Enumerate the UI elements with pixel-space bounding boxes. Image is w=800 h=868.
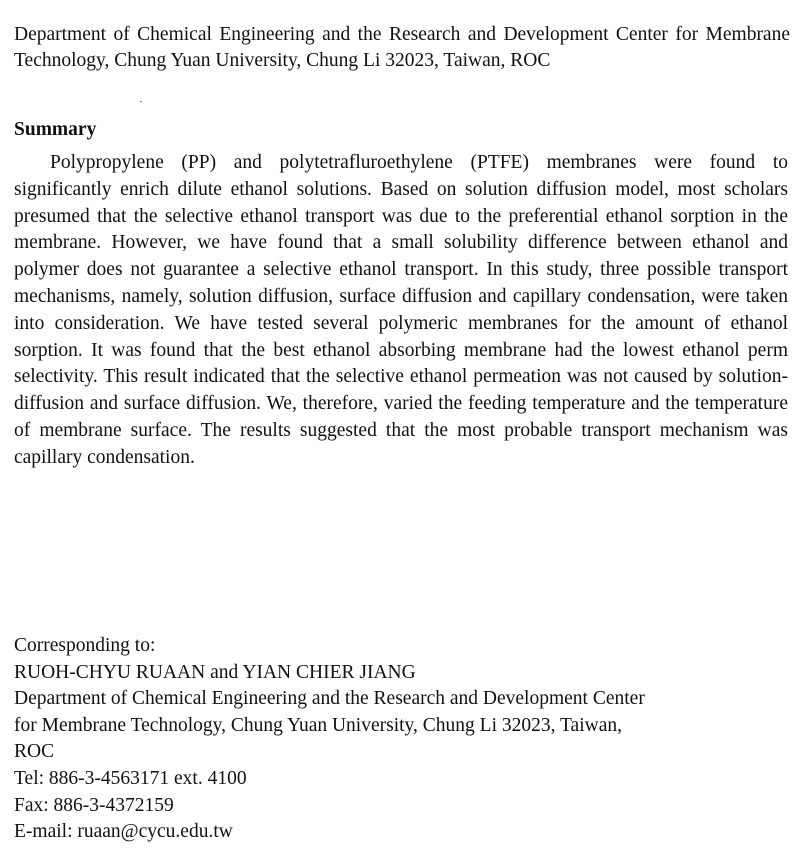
corresponding-affiliation-line: ROC <box>14 741 55 763</box>
summary-heading: Summary <box>14 119 97 140</box>
corresponding-tel: Tel: 886-3-4563171 ext. 4100 <box>14 767 247 789</box>
summary-paragraph: Polypropylene (PP) and polytetrafluroethylene (PTFE) membranes were found to significantly enrich dilute ethanol solutions. Based on solution diffusion model, most scholars presumed that the selective ethanol transport was due to the preferential ethanol sorption in the membrane. However, we have found that a small solubility difference between ethanol and polymer does not guarantee a selective ethanol transport. In this study, three possible transport mechanisms, namely, solution diffusion, surface diffusion and capillary condensation, were taken into consideration. We have tested several polymeric membranes for the amount of ethanol sorption. It was found that the best ethanol absorbing membrane had the lowest ethanol perm selectivity. This result indicated that the selective ethanol permeation was not caused by solution-diffusion and surface diffusion. We, therefore, varied the feeding temperature and the temperature of membrane surface. The results suggested that the most probable transport mechanism was capillary condensation. <box>14 152 788 468</box>
corresponding-affiliation-line: Department of Chemical Engineering and the Research and Development Center <box>14 688 645 710</box>
header-affiliation: Department of Chemical Engineering and the Research and Development Center for Membrane Technology, Chung Yuan University, Chung Li 32023, Taiwan, ROC <box>14 23 790 71</box>
corresponding-email: E-mail: ruaan@cycu.edu.tw <box>14 821 233 843</box>
corresponding-label: Corresponding to: <box>14 635 156 656</box>
corresponding-affiliation-line: for Membrane Technology, Chung Yuan University, Chung Li 32023, Taiwan, <box>14 714 622 736</box>
corresponding-block <box>14 633 790 846</box>
scan-speck <box>140 101 142 102</box>
corresponding-authors: RUOH-CHYU RUAAN and YIAN CHIER JIANG <box>14 661 416 683</box>
corresponding-fax: Fax: 886-3-4372159 <box>14 794 174 816</box>
